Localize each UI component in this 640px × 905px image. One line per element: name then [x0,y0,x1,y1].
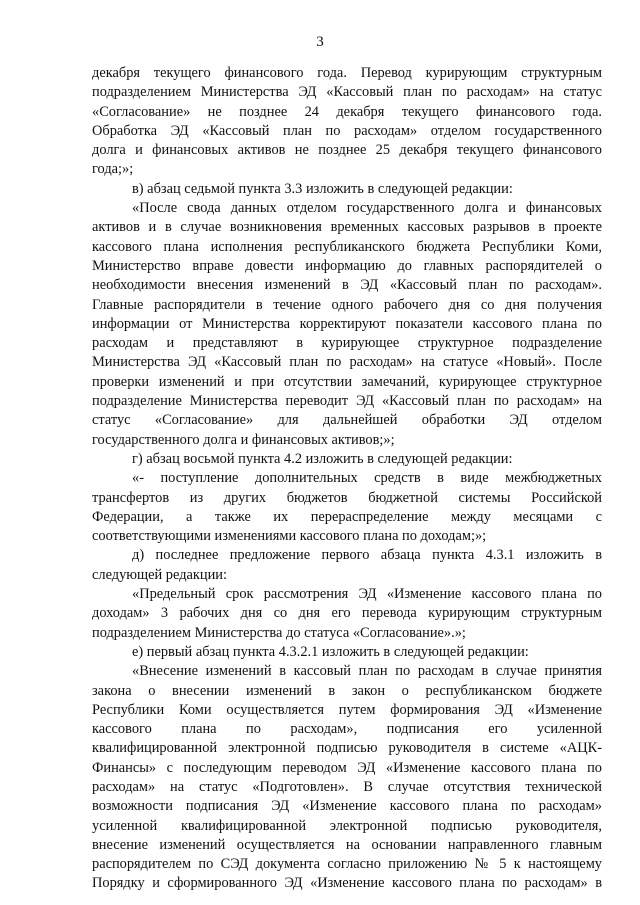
text-line: Республики Коми осуществляется путем формирования ЭД «Изменение [92,701,602,718]
text-line: усиленной квалифицированной электронной подписью руководителя, [92,817,602,834]
text-line: Обработка ЭД «Кассовый план по расходам» отделом государственного [92,122,602,139]
text-line: возможности подписания ЭД «Изменение кассового плана по расходам» [92,798,602,815]
text-line: «Внесение изменений в кассовый план по расходам в случае принятия [132,663,602,680]
text-line: долга и финансовых активов не позднее 25 декабря текущего финансового [92,142,602,159]
text-line: «Предельный срок рассмотрения ЭД «Изменение кассового плана по [132,586,602,603]
text-line: года;»; [92,161,134,178]
text-line: информации от Министерства корректируют показатели кассового плана по [92,315,602,332]
text-line: распорядителем по СЭД документа согласно приложению № 5 к настоящему [92,856,602,873]
text-line: декабря текущего финансового года. Перевод курирующим структурным [92,65,602,81]
text-line: Министерство вправе довести информацию до главных распорядителей о [92,257,602,274]
text-line: подразделение Министерства переводит ЭД «Кассовый план по расходам» на [92,393,602,410]
page-number: 3 [316,34,324,50]
document-body [92,64,602,894]
text-line: необходимости внесения изменений в ЭД «Кассовый план по расходам». [92,277,602,294]
text-line: проверки изменений и при отсутствии замечаний, курирующее структурное [92,373,602,390]
text-line: доходам» 3 рабочих дня со дня его перевода курирующим структурным [92,605,602,622]
text-line: подразделением Министерства ЭД «Кассовый план по расходам» на статус [92,84,602,101]
text-line: д) последнее предложение первого абзаца пункта 4.3.1 изложить в [132,547,602,564]
text-line: статус «Согласование» для дальнейшей обработки ЭД отделом [92,412,602,429]
text-line: расходам и представляют в курирующее структурное подразделение [92,335,602,352]
text-line: квалифицированной электронной подписью руководителя в системе «АЦК- [92,740,602,757]
text-line: «- поступление дополнительных средств в виде межбюджетных [132,470,602,487]
text-line: в) абзац седьмой пункта 3.3 изложить в следующей редакции: [132,180,513,197]
text-line: Порядку и сформированного ЭД «Изменение кассового плана по расходам» в [92,875,602,892]
text-line: расходам» на статус «Подготовлен». В случае отсутствия технической [92,778,602,795]
text-line: активов и в случае возникновения временных кассовых разрывов в проекте [92,219,602,236]
text-line: г) абзац восьмой пункта 4.2 изложить в следующей редакции: [132,450,513,467]
text-line: подразделением Министерства до статуса «Согласование».»; [92,624,466,641]
text-line: Федерации, а также их перераспределение между месяцами с [92,508,602,525]
text-line: Министерства ЭД «Кассовый план по расходам» на статусе «Новый». После [92,354,602,371]
text-line: «Согласование» не позднее 24 декабря текущего финансового года. [92,103,602,120]
text-line: соответствующими изменениями кассового плана по доходам;»; [92,528,487,545]
text-line: Главные распорядители в течение одного рабочего дня со дня получения [92,296,602,313]
text-line: закона о внесении изменений в закон о республиканском бюджете [92,682,602,699]
text-line: кассового плана по расходам», подписания его усиленной [92,721,602,738]
text-line: внесение изменений осуществляется на основании направленного главным [92,836,602,853]
text-line: следующей редакции: [92,566,227,583]
text-line: Финансы» с последующим переводом ЭД «Изменение кассового плана по [92,759,602,776]
text-line: трансфертов из других бюджетов бюджетной системы Российской [92,489,602,506]
text-line: е) первый абзац пункта 4.3.2.1 изложить в следующей редакции: [132,643,529,660]
text-line: «После свода данных отделом государственного долга и финансовых [132,200,602,217]
text-line: кассового плана исполнения республиканского бюджета Республики Коми, [92,238,602,255]
text-line: государственного долга и финансовых активов;»; [92,431,395,448]
